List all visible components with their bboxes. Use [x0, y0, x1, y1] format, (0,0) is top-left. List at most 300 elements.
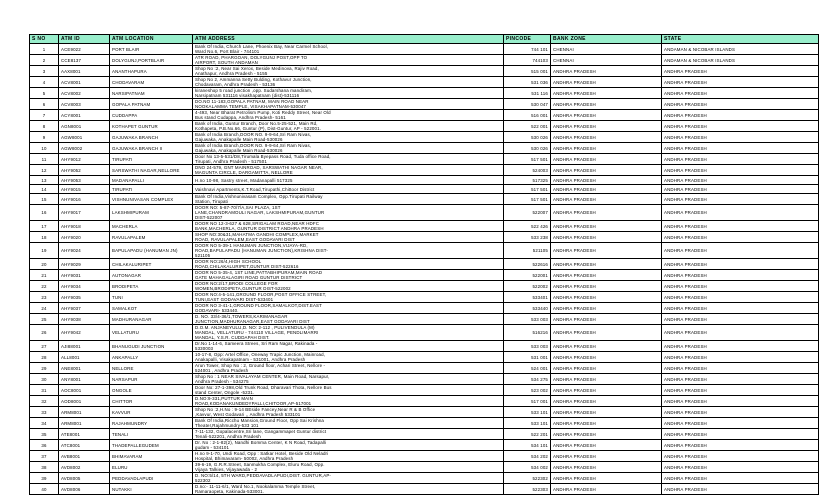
cell-atm-address[interactable]: [193, 325, 504, 341]
cell-atm-id[interactable]: AVD8005: [59, 473, 110, 484]
cell-bank-zone[interactable]: ANDHRA PRADESH: [551, 314, 662, 325]
table-row[interactable]: [30, 121, 819, 132]
table-row[interactable]: [30, 341, 819, 352]
cell-atm-address[interactable]: [193, 418, 504, 429]
cell-atm-id[interactable]: AHY9053: [59, 176, 110, 185]
cell-atm-address[interactable]: [193, 352, 504, 363]
cell-atm-location[interactable]: MACHERLA: [110, 221, 193, 232]
table-row[interactable]: [30, 292, 819, 303]
column-header-atm-address[interactable]: ATM ADDRESS: [193, 35, 504, 44]
cell-pincode[interactable]: 534 275: [504, 374, 551, 385]
cell-sno[interactable]: 4: [30, 77, 59, 88]
cell-pincode[interactable]: 515 001: [504, 66, 551, 77]
table-row[interactable]: [30, 451, 819, 462]
table-row[interactable]: [30, 303, 819, 314]
table-row[interactable]: [30, 385, 819, 396]
cell-sno[interactable]: 10: [30, 143, 59, 154]
table-row[interactable]: [30, 154, 819, 165]
cell-sno[interactable]: 22: [30, 281, 59, 292]
cell-atm-address[interactable]: [193, 110, 504, 121]
cell-bank-zone[interactable]: ANDHRA PRADESH: [551, 429, 662, 440]
cell-sno[interactable]: 26: [30, 325, 59, 341]
cell-atm-id[interactable]: ARM8001: [59, 407, 110, 418]
cell-atm-location[interactable]: NARSAPUR: [110, 374, 193, 385]
cell-atm-address[interactable]: [193, 407, 504, 418]
cell-sno[interactable]: 6: [30, 99, 59, 110]
cell-atm-location[interactable]: GAJUWAKA BRANCH: [110, 132, 193, 143]
cell-sno[interactable]: 29: [30, 363, 59, 374]
cell-atm-address[interactable]: [193, 77, 504, 88]
cell-atm-address[interactable]: [193, 176, 504, 185]
table-row[interactable]: [30, 407, 819, 418]
cell-state[interactable]: ANDHRA PRADESH: [662, 325, 819, 341]
cell-atm-id[interactable]: AHY9029: [59, 259, 110, 270]
cell-atm-id[interactable]: AHY9017: [59, 205, 110, 221]
cell-pincode[interactable]: 530 047: [504, 99, 551, 110]
cell-pincode[interactable]: 517 501: [504, 185, 551, 194]
cell-bank-zone[interactable]: ANDHRA PRADESH: [551, 363, 662, 374]
cell-atm-id[interactable]: AOC8001: [59, 385, 110, 396]
cell-atm-location[interactable]: TENALI: [110, 429, 193, 440]
cell-sno[interactable]: 23: [30, 292, 59, 303]
cell-sno[interactable]: 40: [30, 484, 59, 495]
cell-pincode[interactable]: 533 238: [504, 232, 551, 243]
table-row[interactable]: [30, 396, 819, 407]
cell-bank-zone[interactable]: ANDHRA PRADESH: [551, 185, 662, 194]
cell-pincode[interactable]: 522302: [504, 473, 551, 484]
cell-pincode[interactable]: 533 003: [504, 314, 551, 325]
cell-atm-id[interactable]: AHY9031: [59, 270, 110, 281]
table-row[interactable]: [30, 185, 819, 194]
cell-state[interactable]: ANDHRA PRADESH: [662, 143, 819, 154]
cell-atm-id[interactable]: ANY8001: [59, 374, 110, 385]
table-row[interactable]: [30, 176, 819, 185]
cell-atm-address[interactable]: [193, 55, 504, 66]
cell-atm-id[interactable]: AHY9012: [59, 154, 110, 165]
cell-sno[interactable]: 7: [30, 110, 59, 121]
cell-atm-location[interactable]: CUDDAPPA: [110, 110, 193, 121]
table-row[interactable]: [30, 88, 819, 99]
cell-sno[interactable]: 38: [30, 462, 59, 473]
cell-sno[interactable]: 5: [30, 88, 59, 99]
cell-atm-location[interactable]: BHIMAVARAM: [110, 451, 193, 462]
cell-state[interactable]: ANDHRA PRADESH: [662, 407, 819, 418]
cell-atm-address[interactable]: [193, 473, 504, 484]
cell-atm-id[interactable]: AGN8001: [59, 121, 110, 132]
cell-bank-zone[interactable]: CHENNAI: [551, 55, 662, 66]
cell-atm-location[interactable]: BRODIPETA: [110, 281, 193, 292]
cell-atm-address[interactable]: [193, 66, 504, 77]
cell-pincode[interactable]: 744103: [504, 55, 551, 66]
cell-state[interactable]: ANDHRA PRADESH: [662, 88, 819, 99]
cell-pincode[interactable]: 522303: [504, 484, 551, 495]
cell-sno[interactable]: 14: [30, 185, 59, 194]
table-row[interactable]: [30, 462, 819, 473]
cell-atm-address[interactable]: [193, 185, 504, 194]
cell-atm-location[interactable]: MADHURANAGAR: [110, 314, 193, 325]
cell-atm-location[interactable]: SAMALKOT: [110, 303, 193, 314]
cell-atm-location[interactable]: PEDDAVADLAPUDI: [110, 473, 193, 484]
cell-bank-zone[interactable]: ANDHRA PRADESH: [551, 303, 662, 314]
cell-state[interactable]: ANDHRA PRADESH: [662, 205, 819, 221]
cell-state[interactable]: ANDHRA PRADESH: [662, 385, 819, 396]
column-header-atm-location[interactable]: ATM LOCATION: [110, 35, 193, 44]
cell-state[interactable]: ANDHRA PRADESH: [662, 429, 819, 440]
column-header-state[interactable]: STATE: [662, 35, 819, 44]
table-row[interactable]: [30, 243, 819, 259]
table-row[interactable]: [30, 77, 819, 88]
cell-state[interactable]: ANDHRA PRADESH: [662, 484, 819, 495]
cell-atm-address[interactable]: [193, 165, 504, 176]
cell-atm-location[interactable]: RAJAHMUNDRY: [110, 418, 193, 429]
cell-state[interactable]: ANDHRA PRADESH: [662, 176, 819, 185]
cell-bank-zone[interactable]: ANDHRA PRADESH: [551, 418, 662, 429]
cell-atm-address[interactable]: [193, 385, 504, 396]
cell-atm-address[interactable]: [193, 374, 504, 385]
cell-sno[interactable]: 25: [30, 314, 59, 325]
cell-atm-location[interactable]: CHITTOR: [110, 396, 193, 407]
table-row[interactable]: [30, 374, 819, 385]
cell-atm-address[interactable]: [193, 292, 504, 303]
column-header-atm-id[interactable]: ATM ID: [59, 35, 110, 44]
table-row[interactable]: [30, 363, 819, 374]
cell-sno[interactable]: 36: [30, 440, 59, 451]
cell-pincode[interactable]: 517 001: [504, 396, 551, 407]
cell-pincode[interactable]: 517 501: [504, 154, 551, 165]
cell-state[interactable]: ANDHRA PRADESH: [662, 440, 819, 451]
cell-atm-location[interactable]: ANANTHAPURA: [110, 66, 193, 77]
cell-state[interactable]: ANDHRA PRADESH: [662, 418, 819, 429]
cell-bank-zone[interactable]: ANDHRA PRADESH: [551, 110, 662, 121]
cell-bank-zone[interactable]: ANDHRA PRADESH: [551, 121, 662, 132]
cell-atm-address[interactable]: [193, 132, 504, 143]
cell-bank-zone[interactable]: ANDHRA PRADESH: [551, 77, 662, 88]
cell-atm-address[interactable]: [193, 154, 504, 165]
cell-bank-zone[interactable]: ANDHRA PRADESH: [551, 440, 662, 451]
table-row[interactable]: [30, 429, 819, 440]
table-row[interactable]: [30, 325, 819, 341]
cell-atm-location[interactable]: DOLYGUNJ,PORTBLAIR: [110, 55, 193, 66]
cell-pincode[interactable]: 531 001: [504, 352, 551, 363]
cell-atm-address[interactable]: [193, 314, 504, 325]
cell-atm-address[interactable]: [193, 88, 504, 99]
cell-bank-zone[interactable]: ANDHRA PRADESH: [551, 407, 662, 418]
cell-atm-id[interactable]: AVD8006: [59, 484, 110, 495]
cell-pincode[interactable]: 522001: [504, 270, 551, 281]
table-row[interactable]: [30, 194, 819, 205]
cell-atm-id[interactable]: AHY9015: [59, 185, 110, 194]
cell-sno[interactable]: 17: [30, 221, 59, 232]
cell-atm-id[interactable]: AHY9024: [59, 243, 110, 259]
cell-pincode[interactable]: 531 116: [504, 88, 551, 99]
cell-state[interactable]: ANDHRA PRADESH: [662, 462, 819, 473]
cell-atm-location[interactable]: RAVULAPALEM: [110, 232, 193, 243]
cell-atm-location[interactable]: BHANUGUDI JUNCTION: [110, 341, 193, 352]
cell-atm-location[interactable]: KAVVUR: [110, 407, 193, 418]
cell-pincode[interactable]: 522616: [504, 259, 551, 270]
cell-state[interactable]: ANDHRA PRADESH: [662, 154, 819, 165]
cell-pincode[interactable]: 533 101: [504, 407, 551, 418]
table-row[interactable]: [30, 418, 819, 429]
cell-state[interactable]: ANDHRA PRADESH: [662, 77, 819, 88]
cell-bank-zone[interactable]: ANDHRA PRADESH: [551, 66, 662, 77]
cell-atm-address[interactable]: [193, 281, 504, 292]
cell-bank-zone[interactable]: ANDHRA PRADESH: [551, 232, 662, 243]
cell-atm-id[interactable]: CCE8137: [59, 55, 110, 66]
cell-atm-address[interactable]: [193, 205, 504, 221]
cell-atm-id[interactable]: ANE8001: [59, 363, 110, 374]
cell-atm-location[interactable]: NUTAKKI: [110, 484, 193, 495]
cell-bank-zone[interactable]: ANDHRA PRADESH: [551, 143, 662, 154]
cell-sno[interactable]: 13: [30, 176, 59, 185]
cell-pincode[interactable]: 521105: [504, 243, 551, 259]
cell-sno[interactable]: 8: [30, 121, 59, 132]
table-row[interactable]: [30, 281, 819, 292]
cell-atm-address[interactable]: [193, 429, 504, 440]
cell-state[interactable]: ANDHRA PRADESH: [662, 185, 819, 194]
cell-pincode[interactable]: 522 426: [504, 221, 551, 232]
cell-atm-location[interactable]: GOPALA PATNAM: [110, 99, 193, 110]
cell-atm-id[interactable]: AGW8001: [59, 132, 110, 143]
cell-pincode[interactable]: 522 201: [504, 429, 551, 440]
cell-state[interactable]: ANDHRA PRADESH: [662, 232, 819, 243]
cell-atm-address[interactable]: [193, 440, 504, 451]
cell-atm-id[interactable]: AVD8002: [59, 462, 110, 473]
cell-state[interactable]: ANDHRA PRADESH: [662, 194, 819, 205]
cell-atm-id[interactable]: ACV8002: [59, 88, 110, 99]
cell-bank-zone[interactable]: ANDHRA PRADESH: [551, 325, 662, 341]
cell-atm-location[interactable]: NELLORE: [110, 363, 193, 374]
cell-sno[interactable]: 9: [30, 132, 59, 143]
cell-pincode[interactable]: 524003: [504, 165, 551, 176]
cell-atm-location[interactable]: CHILAKALURIPET: [110, 259, 193, 270]
cell-atm-id[interactable]: AHY9042: [59, 325, 110, 341]
cell-sno[interactable]: 16: [30, 205, 59, 221]
cell-state[interactable]: ANDHRA PRADESH: [662, 121, 819, 132]
table-row[interactable]: [30, 132, 819, 143]
cell-atm-id[interactable]: AGW8002: [59, 143, 110, 154]
cell-pincode[interactable]: 533 101: [504, 418, 551, 429]
cell-atm-location[interactable]: KOTHAPET GUNTUR: [110, 121, 193, 132]
cell-atm-location[interactable]: TIRUPATI: [110, 154, 193, 165]
cell-sno[interactable]: 18: [30, 232, 59, 243]
table-row[interactable]: [30, 259, 819, 270]
cell-sno[interactable]: 3: [30, 66, 59, 77]
cell-pincode[interactable]: 522007: [504, 205, 551, 221]
column-header-sno[interactable]: S NO: [30, 35, 59, 44]
cell-atm-id[interactable]: AHY9035: [59, 292, 110, 303]
cell-atm-id[interactable]: AJI88001: [59, 341, 110, 352]
cell-pincode[interactable]: 533 003: [504, 341, 551, 352]
cell-state[interactable]: ANDHRA PRADESH: [662, 303, 819, 314]
table-row[interactable]: [30, 55, 819, 66]
cell-state[interactable]: ANDHRA PRADESH: [662, 270, 819, 281]
cell-atm-id[interactable]: ACV8003: [59, 99, 110, 110]
table-row[interactable]: [30, 143, 819, 154]
table-row[interactable]: [30, 473, 819, 484]
cell-atm-id[interactable]: AHY9020: [59, 232, 110, 243]
cell-atm-address[interactable]: [193, 484, 504, 495]
cell-atm-address[interactable]: [193, 270, 504, 281]
cell-atm-id[interactable]: ATE8001: [59, 429, 110, 440]
cell-sno[interactable]: 2: [30, 55, 59, 66]
cell-atm-id[interactable]: ACV8001: [59, 77, 110, 88]
column-header-bank-zone[interactable]: BANK ZONE: [551, 35, 662, 44]
cell-bank-zone[interactable]: ANDHRA PRADESH: [551, 281, 662, 292]
cell-state[interactable]: ANDHRA PRADESH: [662, 292, 819, 303]
cell-atm-id[interactable]: AHY9038: [59, 314, 110, 325]
cell-sno[interactable]: 19: [30, 243, 59, 259]
cell-atm-location[interactable]: VELLATURU: [110, 325, 193, 341]
cell-atm-location[interactable]: NARSIPATNAM: [110, 88, 193, 99]
cell-bank-zone[interactable]: ANDHRA PRADESH: [551, 484, 662, 495]
cell-state[interactable]: ANDHRA PRADESH: [662, 243, 819, 259]
cell-bank-zone[interactable]: ANDHRA PRADESH: [551, 176, 662, 185]
table-row[interactable]: [30, 99, 819, 110]
cell-atm-id[interactable]: AHY9034: [59, 281, 110, 292]
cell-bank-zone[interactable]: ANDHRA PRADESH: [551, 270, 662, 281]
cell-sno[interactable]: 34: [30, 418, 59, 429]
cell-atm-address[interactable]: [193, 243, 504, 259]
cell-atm-location[interactable]: ELURU: [110, 462, 193, 473]
cell-bank-zone[interactable]: ANDHRA PRADESH: [551, 88, 662, 99]
cell-atm-location[interactable]: SARSWATHI NAGAR,NELLORE: [110, 165, 193, 176]
cell-state[interactable]: ANDHRA PRADESH: [662, 165, 819, 176]
table-row[interactable]: [30, 44, 819, 55]
cell-pincode[interactable]: 523 002: [504, 385, 551, 396]
cell-atm-location[interactable]: THADEPALLEGUDEM: [110, 440, 193, 451]
cell-atm-id[interactable]: AVB8001: [59, 451, 110, 462]
cell-pincode[interactable]: 522002: [504, 281, 551, 292]
cell-atm-id[interactable]: AHY9016: [59, 194, 110, 205]
table-row[interactable]: [30, 484, 819, 495]
cell-atm-address[interactable]: [193, 44, 504, 55]
cell-state[interactable]: ANDHRA PRADESH: [662, 281, 819, 292]
cell-pincode[interactable]: 534 202: [504, 451, 551, 462]
cell-atm-location[interactable]: TUNI: [110, 292, 193, 303]
table-row[interactable]: [30, 221, 819, 232]
table-row[interactable]: [30, 110, 819, 121]
cell-pincode[interactable]: 517 501: [504, 194, 551, 205]
cell-atm-location[interactable]: AUTONAGAR: [110, 270, 193, 281]
cell-state[interactable]: ANDHRA PRADESH: [662, 66, 819, 77]
cell-state[interactable]: ANDHRA PRADESH: [662, 314, 819, 325]
cell-sno[interactable]: 33: [30, 407, 59, 418]
cell-sno[interactable]: 31: [30, 385, 59, 396]
cell-pincode[interactable]: 533401: [504, 292, 551, 303]
cell-pincode[interactable]: 744 101: [504, 44, 551, 55]
cell-sno[interactable]: 37: [30, 451, 59, 462]
cell-atm-address[interactable]: [193, 221, 504, 232]
cell-pincode[interactable]: 516 001: [504, 110, 551, 121]
cell-atm-address[interactable]: [193, 341, 504, 352]
cell-bank-zone[interactable]: ANDHRA PRADESH: [551, 99, 662, 110]
cell-atm-location[interactable]: PORT BLAIR: [110, 44, 193, 55]
cell-atm-location[interactable]: VISHNUNIVASAN COMPLEX: [110, 194, 193, 205]
table-row[interactable]: [30, 232, 819, 243]
cell-bank-zone[interactable]: ANDHRA PRADESH: [551, 451, 662, 462]
cell-state[interactable]: ANDHRA PRADESH: [662, 110, 819, 121]
cell-pincode[interactable]: 530 026: [504, 132, 551, 143]
cell-bank-zone[interactable]: ANDHRA PRADESH: [551, 132, 662, 143]
table-row[interactable]: [30, 165, 819, 176]
cell-atm-address[interactable]: [193, 99, 504, 110]
cell-pincode[interactable]: 530 026: [504, 143, 551, 154]
cell-state[interactable]: ANDHRA PRADESH: [662, 352, 819, 363]
cell-state[interactable]: ANDHRA PRADESH: [662, 221, 819, 232]
cell-atm-address[interactable]: [193, 121, 504, 132]
cell-pincode[interactable]: 524 001: [504, 363, 551, 374]
cell-state[interactable]: ANDAMAN & NICOBAR ISLANDS: [662, 44, 819, 55]
cell-atm-id[interactable]: ACE9022: [59, 44, 110, 55]
cell-atm-id[interactable]: AHY9018: [59, 221, 110, 232]
cell-atm-id[interactable]: ACY8001: [59, 110, 110, 121]
cell-atm-location[interactable]: GAJUWAKA BRANCH II: [110, 143, 193, 154]
cell-bank-zone[interactable]: ANDHRA PRADESH: [551, 374, 662, 385]
cell-pincode[interactable]: 533440: [504, 303, 551, 314]
cell-pincode[interactable]: 531 036: [504, 77, 551, 88]
cell-atm-address[interactable]: [193, 396, 504, 407]
cell-sno[interactable]: 28: [30, 352, 59, 363]
cell-atm-id[interactable]: ATC8001: [59, 440, 110, 451]
cell-bank-zone[interactable]: ANDHRA PRADESH: [551, 259, 662, 270]
cell-sno[interactable]: 35: [30, 429, 59, 440]
cell-sno[interactable]: 30: [30, 374, 59, 385]
cell-state[interactable]: ANDHRA PRADESH: [662, 341, 819, 352]
cell-sno[interactable]: 39: [30, 473, 59, 484]
cell-atm-location[interactable]: ONGOLE: [110, 385, 193, 396]
cell-atm-address[interactable]: [193, 143, 504, 154]
cell-bank-zone[interactable]: ANDHRA PRADESH: [551, 462, 662, 473]
cell-pincode[interactable]: 516216: [504, 325, 551, 341]
cell-atm-location[interactable]: CHODAVARAM: [110, 77, 193, 88]
cell-bank-zone[interactable]: ANDHRA PRADESH: [551, 352, 662, 363]
cell-pincode[interactable]: 534 002: [504, 462, 551, 473]
cell-bank-zone[interactable]: ANDHRA PRADESH: [551, 385, 662, 396]
cell-atm-address[interactable]: [193, 462, 504, 473]
cell-atm-id[interactable]: ARM8001: [59, 418, 110, 429]
table-row[interactable]: [30, 440, 819, 451]
cell-pincode[interactable]: 517325: [504, 176, 551, 185]
cell-state[interactable]: ANDHRA PRADESH: [662, 132, 819, 143]
table-row[interactable]: [30, 314, 819, 325]
cell-sno[interactable]: 27: [30, 341, 59, 352]
table-row[interactable]: [30, 205, 819, 221]
cell-state[interactable]: ANDHRA PRADESH: [662, 374, 819, 385]
cell-atm-id[interactable]: AHY9052: [59, 165, 110, 176]
cell-state[interactable]: ANDAMAN & NICOBAR ISLANDS: [662, 55, 819, 66]
table-row[interactable]: [30, 352, 819, 363]
cell-sno[interactable]: 24: [30, 303, 59, 314]
cell-atm-location[interactable]: LAKSHMIPURAM: [110, 205, 193, 221]
cell-state[interactable]: ANDHRA PRADESH: [662, 363, 819, 374]
table-row[interactable]: [30, 270, 819, 281]
cell-bank-zone[interactable]: ANDHRA PRADESH: [551, 165, 662, 176]
cell-bank-zone[interactable]: CHENNAI: [551, 44, 662, 55]
cell-sno[interactable]: 32: [30, 396, 59, 407]
cell-atm-location[interactable]: TIRUPATI: [110, 185, 193, 194]
cell-bank-zone[interactable]: ANDHRA PRADESH: [551, 205, 662, 221]
cell-atm-address[interactable]: [193, 303, 504, 314]
cell-bank-zone[interactable]: ANDHRA PRADESH: [551, 473, 662, 484]
cell-pincode[interactable]: 534 101: [504, 440, 551, 451]
cell-bank-zone[interactable]: ANDHRA PRADESH: [551, 243, 662, 259]
cell-atm-address[interactable]: [193, 451, 504, 462]
cell-sno[interactable]: 11: [30, 154, 59, 165]
cell-atm-id[interactable]: AAX8001: [59, 66, 110, 77]
cell-state[interactable]: ANDHRA PRADESH: [662, 473, 819, 484]
cell-bank-zone[interactable]: ANDHRA PRADESH: [551, 221, 662, 232]
